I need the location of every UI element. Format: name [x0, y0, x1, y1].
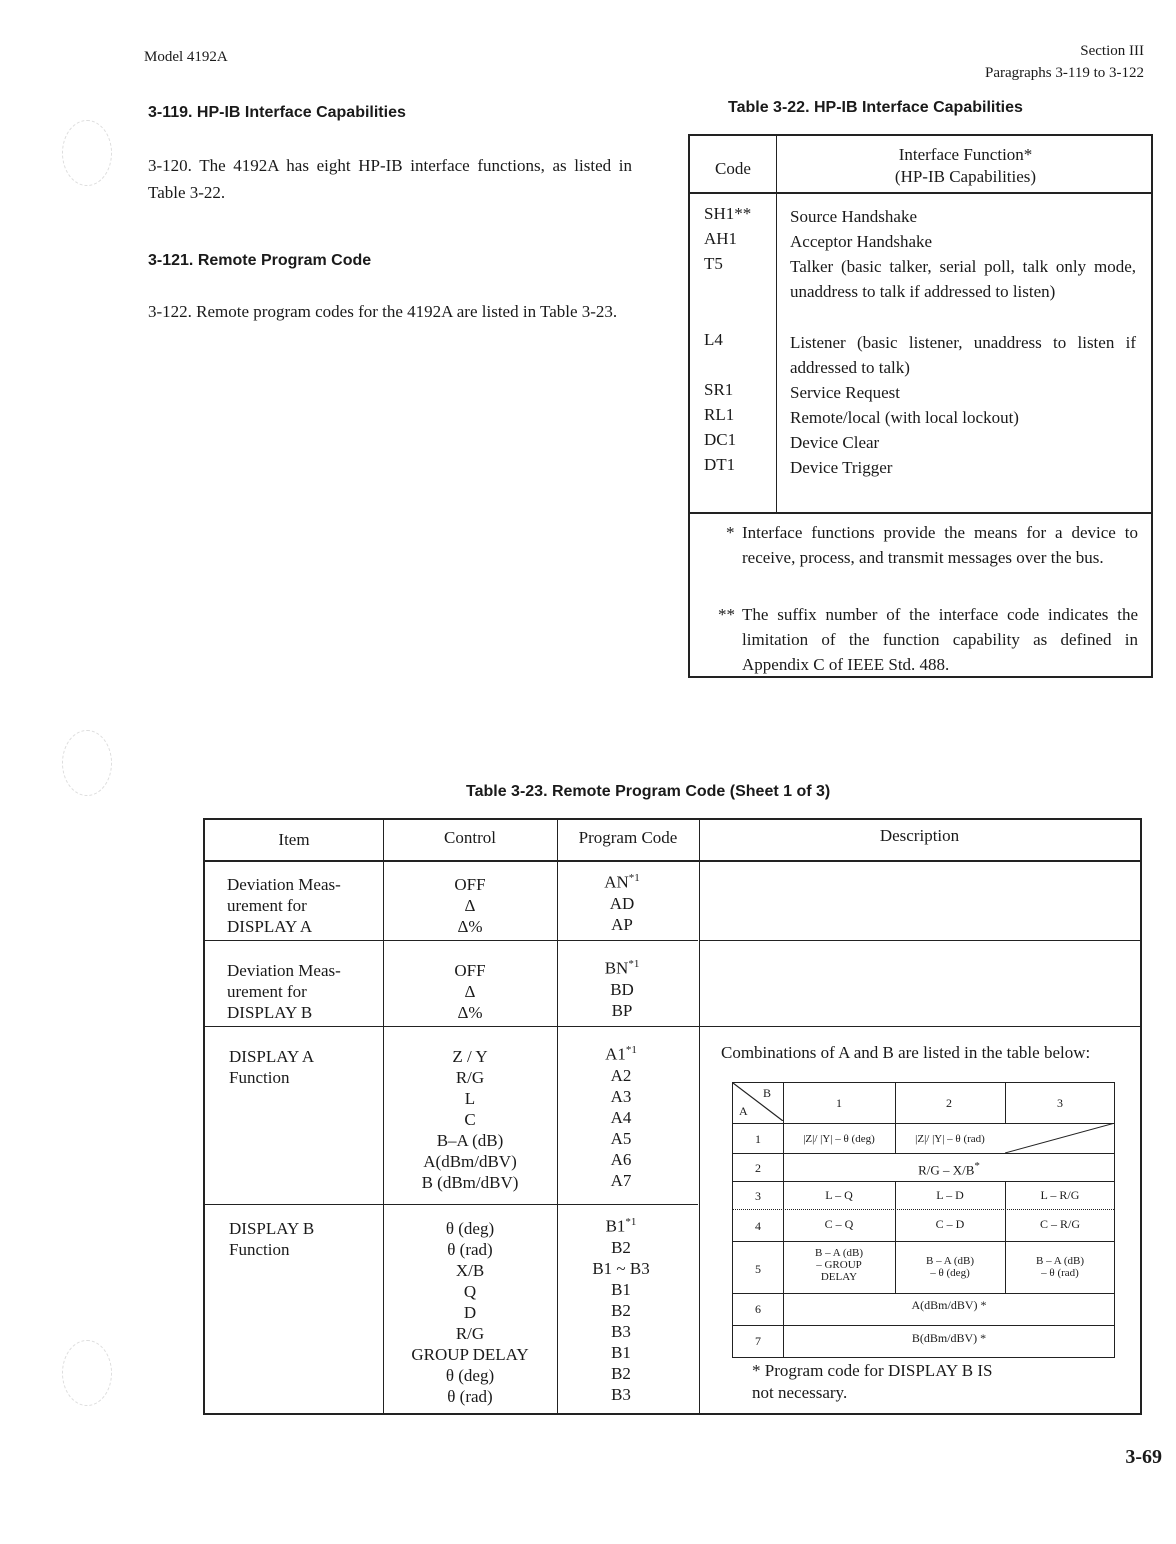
row-rule: [205, 1204, 698, 1205]
function-cell: Source Handshake: [790, 207, 917, 226]
model-label: Model 4192A: [144, 49, 228, 65]
combo-row-rule: [733, 1241, 1114, 1242]
combo-span-cell: B(dBm/dBV) *: [911, 1331, 987, 1345]
paragraph-3-120: 3-120. The 4192A has eight HP-IB interface functions, as listed in Table 3-22.: [148, 156, 632, 202]
combo-col-rule: [1005, 1083, 1006, 1123]
code-cell: A1$^{*1}$ A2 A3 A4 A5 A6 A7: [605, 1044, 637, 1190]
col-item-header: Item: [278, 830, 310, 849]
col-description-header: Description: [879, 826, 960, 845]
combo-cell: |Z|/ |Y| – θ (rad): [915, 1133, 985, 1145]
table-3-22-column-divider: [776, 136, 777, 514]
combo-cell: B – A (dB) – GROUP DELAY: [815, 1247, 863, 1283]
combo-col-1: 1: [836, 1096, 842, 1110]
combo-cell: C – Q: [824, 1217, 854, 1231]
binder-hole-bottom: [62, 1340, 112, 1406]
item-cell: DISPLAY A Function: [229, 1047, 315, 1087]
description-text: Combinations of A and B are listed in the table below:: [721, 1043, 1091, 1062]
combo-cell: |Z|/ |Y| – θ (deg): [803, 1133, 875, 1145]
col-rule-description: [699, 820, 700, 1413]
code-cell: BN$^{*1}$ BD BP: [604, 958, 640, 1020]
combo-cell: C – R/G: [1039, 1217, 1080, 1231]
item-cell: Deviation Meas- urement for DISPLAY A: [227, 875, 341, 936]
table-3-23-header-rule: [205, 860, 1140, 862]
function-cell: Remote/local (with local lockout): [790, 408, 1019, 427]
corner-a-label: A: [739, 1104, 748, 1118]
combo-cell: L – D: [936, 1188, 964, 1202]
combo-row-a: 2: [755, 1161, 761, 1175]
code-cell: AN$^{*1}$ AD AP: [604, 872, 640, 934]
row-rule: [205, 1026, 1140, 1027]
code-cell: AH1: [704, 229, 738, 248]
function-cell: Service Request: [790, 383, 900, 402]
combo-span-cell: A(dBm/dBV) *: [911, 1298, 987, 1312]
combo-row-rule: [733, 1209, 1114, 1210]
combo-row-a: 1: [755, 1132, 761, 1146]
combo-cell: B – A (dB) – θ (rad): [1036, 1255, 1084, 1279]
combo-row-a: 3: [755, 1189, 761, 1203]
combo-note: * Program code for DISPLAY B IS not necessary.: [752, 1361, 993, 1402]
col-code-header: Code: [715, 159, 751, 178]
control-cell: OFF Δ Δ%: [454, 961, 486, 1022]
col-function-header-2: (HP-IB Capabilities): [894, 167, 1037, 186]
combo-row-a: 7: [755, 1334, 761, 1348]
code-cell: T5: [704, 254, 723, 273]
paragraph-3-122: 3-122. Remote program codes for the 4192A are listed in Table 3-23.: [148, 302, 618, 321]
control-cell: Z / Y R/G L C B–A (dB) A(dBm/dBV) B (dBm/dBV): [421, 1047, 519, 1192]
heading-3-121: 3-121. Remote Program Code: [148, 252, 372, 269]
code-cell: SH1**: [704, 204, 752, 223]
item-cell: Deviation Meas- urement for DISPLAY B: [227, 961, 341, 1022]
footnote-1-mark: *: [726, 523, 735, 542]
table-3-22: [688, 134, 1153, 678]
col-function-header-1: Interface Function*: [898, 145, 1033, 164]
combo-col-2: 2: [946, 1096, 952, 1110]
control-cell: OFF Δ Δ%: [454, 875, 486, 936]
combo-cell: L – Q: [825, 1188, 853, 1202]
combo-row-rule: [733, 1181, 1114, 1182]
table-3-23-title: Table 3-23. Remote Program Code (Sheet 1 of 3): [466, 783, 831, 800]
code-cell: B1$^{*1}$ B2 B1 ~ B3 B1 B2 B3 B1 B2 B3: [592, 1216, 650, 1404]
function-cell: Device Clear: [790, 433, 880, 452]
col-control-header: Control: [444, 828, 496, 847]
function-cell: Device Trigger: [790, 458, 893, 477]
combo-row-a: 5: [755, 1262, 761, 1276]
combo-cell: B – A (dB) – θ (deg): [926, 1255, 974, 1279]
code-cell: L4: [704, 330, 723, 349]
combo-row-a: 6: [755, 1302, 761, 1316]
combo-row-rule: [733, 1153, 1114, 1154]
heading-3-119: 3-119. HP-IB Interface Capabilities: [148, 104, 406, 121]
item-cell: DISPLAY B Function: [229, 1219, 315, 1259]
function-cell: Acceptor Handshake: [790, 232, 933, 251]
combo-cell: L – R/G: [1040, 1188, 1080, 1202]
combo-col-3: 3: [1057, 1096, 1063, 1110]
row-rule: [699, 940, 1140, 941]
footnote-2: The suffix number of the interface code indicates the limitation of the function capability as defined in Appendix C of IEEE Std. 488.: [742, 605, 1138, 674]
footnote-2-mark: **: [718, 605, 735, 624]
combo-row-a: 4: [755, 1219, 761, 1233]
code-cell: SR1: [704, 380, 734, 399]
page-number: 3-69: [1125, 1446, 1162, 1468]
code-cell: RL1: [704, 405, 735, 424]
footnote-1: Interface functions provide the means for a device to receive, process, and transmit messages over the bus.: [742, 523, 1138, 567]
corner-b-label: B: [763, 1086, 772, 1100]
combo-row-rule: [733, 1325, 1114, 1326]
combination-table: [732, 1082, 1115, 1358]
table-3-22-title: Table 3-22. HP-IB Interface Capabilities: [728, 99, 1023, 116]
combo-row-rule: [733, 1293, 1114, 1294]
paragraphs-label: Paragraphs 3-119 to 3-122: [985, 65, 1144, 81]
section-label: Section III: [1080, 43, 1144, 59]
combo-span-cell: R/G – X/B*: [918, 1160, 980, 1178]
row-rule: [205, 940, 698, 941]
col-program-code-header: Program Code: [578, 828, 678, 847]
row-1-col-3-diagonal: [1005, 1123, 1115, 1153]
control-cell: θ (deg) θ (rad) X/B Q D R/G GROUP DELAY θ (deg) θ (rad): [411, 1219, 529, 1406]
table-3-22-footnotes: [690, 512, 1151, 676]
combo-cell: C – D: [935, 1217, 965, 1231]
function-cell: Listener (basic listener, unaddress to listen if addressed to talk): [790, 333, 1136, 377]
binder-hole-middle: [62, 730, 112, 796]
binder-hole-top: [62, 120, 112, 186]
code-cell: DT1: [704, 455, 736, 474]
function-cell: Talker (basic talker, serial poll, talk only mode, unaddress to talk if addressed to listen): [790, 257, 1136, 301]
code-cell: DC1: [704, 430, 737, 449]
